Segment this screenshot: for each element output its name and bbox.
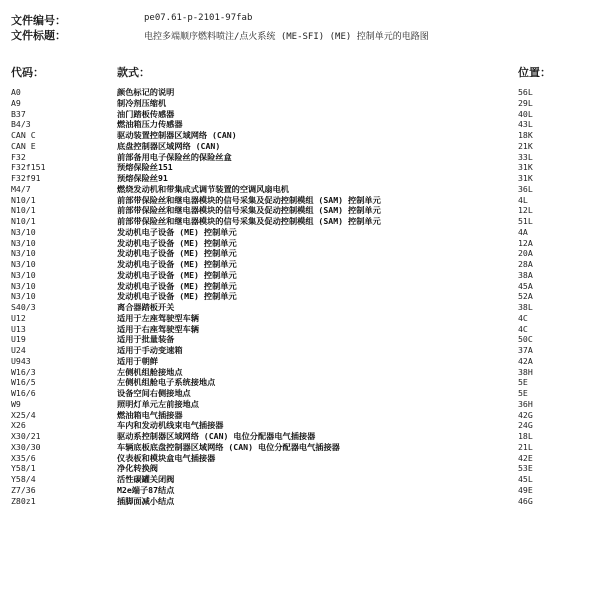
code-cell: U12: [11, 312, 26, 323]
table-row: [0, 162, 603, 173]
table-row: [0, 388, 603, 399]
position-cell: 51L: [518, 216, 533, 226]
position-cell: 45A: [518, 280, 533, 291]
code-cell: N3/10: [11, 269, 36, 280]
code-cell: X26: [11, 420, 26, 431]
table-row: [0, 205, 603, 216]
model-cell: 驱动系控制器区域网络 (CAN) 电位分配器电气插接器: [117, 431, 316, 441]
position-cell: 4C: [518, 312, 528, 323]
position-cell: 38A: [518, 269, 533, 280]
code-cell: CAN C: [11, 130, 36, 140]
code-cell: W9: [11, 398, 21, 409]
code-cell: W16/3: [11, 366, 36, 377]
model-cell: 适用于手动变速箱: [117, 345, 183, 355]
code-cell: B37: [11, 108, 26, 119]
model-cell: 发动机电子设备 (ME) 控制单元: [117, 259, 237, 269]
table-row: [0, 367, 603, 378]
position-cell: 50C: [518, 334, 533, 345]
code-cell: W16/5: [11, 377, 36, 388]
table-row: [0, 399, 603, 410]
position-cell: 4L: [518, 194, 528, 205]
position-cell: 42G: [518, 409, 533, 420]
model-cell: 制冷剂压缩机: [117, 97, 167, 108]
code-column-header: 代码：: [11, 66, 44, 79]
model-cell: 前部备用电子保险丝的保险丝盒: [117, 151, 232, 162]
code-cell: F32f91: [11, 173, 41, 183]
table-row: [0, 227, 603, 238]
position-cell: 31K: [518, 173, 533, 183]
position-cell: 56L: [518, 87, 533, 97]
code-cell: M4/7: [11, 183, 31, 194]
table-row: [0, 313, 603, 324]
table-row: [0, 356, 603, 367]
position-cell: 12L: [518, 205, 533, 216]
model-cell: 预熔保险丝91: [117, 173, 168, 183]
code-cell: U24: [11, 345, 26, 355]
position-cell: 21K: [518, 140, 533, 151]
code-cell: N3/10: [11, 291, 36, 302]
position-cell: 18L: [518, 431, 533, 441]
table-row: [0, 302, 603, 313]
position-cell: 4A: [518, 226, 528, 237]
model-cell: M2e端子87结点: [117, 484, 175, 495]
model-cell: 底盘控制器区域网络 (CAN): [117, 140, 221, 151]
position-cell: 46G: [518, 495, 533, 506]
code-cell: N3/10: [11, 237, 36, 248]
position-cell: 33L: [518, 151, 533, 162]
model-cell: 适用于朝鲜: [117, 355, 158, 366]
table-row: [0, 259, 603, 270]
code-cell: X30/30: [11, 441, 41, 452]
model-cell: 前部带保险丝和继电器模块的信号采集及促动控制模组 (SAM) 控制单元: [117, 205, 381, 216]
model-cell: 前部带保险丝和继电器模块的信号采集及促动控制模组 (SAM) 控制单元: [117, 194, 381, 205]
position-cell: 53E: [518, 463, 533, 474]
table-row: [0, 109, 603, 120]
model-cell: 插脚面减小结点: [117, 495, 175, 506]
code-cell: N3/10: [11, 280, 36, 291]
model-cell: 设备空间右侧接地点: [117, 388, 191, 398]
position-cell: 4C: [518, 323, 528, 334]
code-cell: CAN E: [11, 140, 36, 151]
position-cell: 20A: [518, 248, 533, 259]
code-cell: U19: [11, 334, 26, 345]
code-cell: N3/10: [11, 259, 36, 269]
code-cell: Y58/1: [11, 463, 36, 474]
position-cell: 38H: [518, 366, 533, 377]
model-cell: 仪表板和模块盒电气插接器: [117, 452, 216, 463]
model-cell: 发动机电子设备 (ME) 控制单元: [117, 226, 237, 237]
table-row: [0, 420, 603, 431]
model-column-header: 款式：: [117, 66, 150, 79]
table-row: [0, 345, 603, 356]
position-cell: 52A: [518, 291, 533, 302]
code-cell: N3/10: [11, 248, 36, 259]
table-row: [0, 496, 603, 507]
model-cell: 颜色标记的说明: [117, 87, 175, 97]
table-row: [0, 238, 603, 249]
doc-title-label: 文件标题：: [11, 29, 66, 42]
code-cell: X25/4: [11, 409, 36, 420]
position-column-header: 位置：: [518, 66, 551, 79]
position-cell: 29L: [518, 97, 533, 108]
model-cell: 发动机电子设备 (ME) 控制单元: [117, 237, 237, 248]
code-cell: N10/1: [11, 194, 36, 205]
position-cell: 36L: [518, 183, 533, 194]
code-cell: N10/1: [11, 216, 36, 226]
position-cell: 12A: [518, 237, 533, 248]
table-row: [0, 485, 603, 496]
code-cell: X35/6: [11, 452, 36, 463]
table-row: [0, 173, 603, 184]
table-row: [0, 377, 603, 388]
model-cell: 照明灯单元左前接地点: [117, 398, 199, 409]
position-cell: 45L: [518, 474, 533, 484]
model-cell: 适用于右座驾驶型车辆: [117, 323, 199, 334]
doc-title-value: 电控多端顺序燃料喷注/点火系统 (ME-SFI) (ME) 控制单元的电路图: [144, 32, 429, 42]
table-row: [0, 334, 603, 345]
code-cell: N10/1: [11, 205, 36, 216]
table-row: [0, 216, 603, 227]
model-cell: 油门踏板传感器: [117, 108, 175, 119]
model-cell: 车辆底板底盘控制器区域网络 (CAN) 电位分配器电气插接器: [117, 441, 340, 452]
table-row: [0, 324, 603, 335]
code-cell: F32: [11, 151, 26, 162]
code-cell: B4/3: [11, 119, 31, 130]
table-row: [0, 248, 603, 259]
table-row: [0, 410, 603, 421]
position-cell: 42E: [518, 452, 533, 463]
code-cell: F32f151: [11, 162, 46, 173]
position-cell: 40L: [518, 108, 533, 119]
model-cell: 车内和发动机线束电气插接器: [117, 420, 224, 431]
position-cell: 5E: [518, 377, 528, 388]
table-row: [0, 291, 603, 302]
position-cell: 18K: [518, 130, 533, 140]
table-row: [0, 453, 603, 464]
model-cell: 燃油箱电气插接器: [117, 409, 183, 420]
table-row: [0, 98, 603, 109]
code-cell: N3/10: [11, 226, 36, 237]
model-cell: 前部带保险丝和继电器模块的信号采集及促动控制模组 (SAM) 控制单元: [117, 216, 381, 226]
model-cell: 发动机电子设备 (ME) 控制单元: [117, 280, 237, 291]
table-row: [0, 130, 603, 141]
model-cell: 左侧机组舱电子系统接地点: [117, 377, 216, 388]
model-cell: 驱动装置控制器区域网络 (CAN): [117, 130, 237, 140]
model-cell: 活性碳罐关闭阀: [117, 474, 175, 484]
model-cell: 左侧机组舱接地点: [117, 366, 183, 377]
model-cell: 燃油箱压力传感器: [117, 119, 183, 130]
code-cell: A0: [11, 87, 21, 97]
code-cell: U943: [11, 355, 31, 366]
table-row: [0, 474, 603, 485]
model-cell: 发动机电子设备 (ME) 控制单元: [117, 248, 237, 259]
code-cell: Z7/36: [11, 484, 36, 495]
position-cell: 37A: [518, 345, 533, 355]
code-cell: Z80z1: [11, 495, 36, 506]
model-cell: 预熔保险丝151: [117, 162, 173, 173]
model-cell: 发动机电子设备 (ME) 控制单元: [117, 291, 237, 302]
model-cell: 发动机电子设备 (ME) 控制单元: [117, 269, 237, 280]
code-cell: W16/6: [11, 388, 36, 398]
table-row: [0, 152, 603, 163]
model-cell: 净化转换阀: [117, 463, 158, 474]
position-cell: 31K: [518, 162, 533, 173]
table-row: [0, 281, 603, 292]
table-row: [0, 463, 603, 474]
code-cell: U13: [11, 323, 26, 334]
doc-number-value: pe07.61-p-2101-97fab: [144, 13, 253, 23]
table-row: [0, 442, 603, 453]
position-cell: 24G: [518, 420, 533, 431]
position-cell: 5E: [518, 388, 528, 398]
code-cell: A9: [11, 97, 21, 108]
model-cell: 适用于左座驾驶型车辆: [117, 312, 199, 323]
doc-number-label: 文件编号：: [11, 14, 66, 27]
table-row: [0, 270, 603, 281]
model-cell: 适用于批量装备: [117, 334, 175, 345]
code-cell: S40/3: [11, 302, 36, 312]
table-row: [0, 184, 603, 195]
model-cell: 燃烧发动机和带集成式调节装置的空调风扇电机: [117, 183, 289, 194]
table-row: [0, 431, 603, 442]
table-row: [0, 87, 603, 98]
position-cell: 38L: [518, 302, 533, 312]
position-cell: 36H: [518, 398, 533, 409]
code-cell: Y58/4: [11, 474, 36, 484]
position-cell: 43L: [518, 119, 533, 130]
table-row: [0, 195, 603, 206]
position-cell: 21L: [518, 441, 533, 452]
position-cell: 42A: [518, 355, 533, 366]
table-row: [0, 119, 603, 130]
position-cell: 28A: [518, 259, 533, 269]
code-cell: X30/21: [11, 431, 41, 441]
table-row: [0, 141, 603, 152]
position-cell: 49E: [518, 484, 533, 495]
component-table: [0, 87, 603, 506]
model-cell: 离合器踏板开关: [117, 302, 175, 312]
